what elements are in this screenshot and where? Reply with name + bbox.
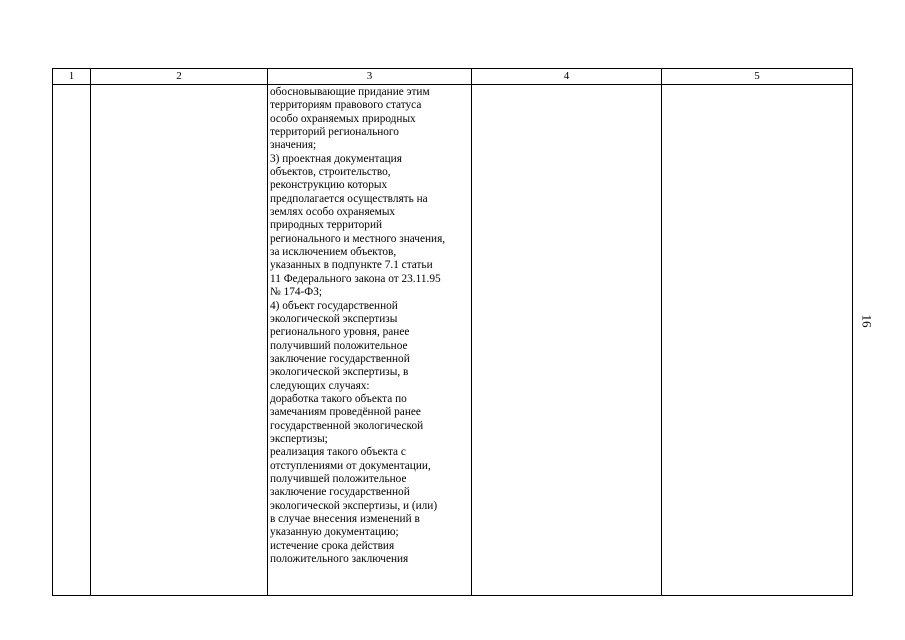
text-line: 11 Федерального закона от 23.11.95 [270,272,441,285]
text-line: № 174-ФЗ; [270,286,323,299]
text-line: в случае внесения изменений в [270,513,420,525]
text-line: доработка такого объекта по [270,392,407,405]
text-line: регионального и местного значения, [270,232,446,245]
text-line: значения; [270,139,317,152]
text-line: истечение срока действия [270,539,395,552]
text-line: следующих случаях: [270,379,370,392]
cell-column-2 [91,85,268,596]
cell-column-4 [472,85,662,596]
text-line: экологической экспертизы, и (или) [270,499,438,512]
text-line: 4) объект государственной [270,299,398,312]
text-line: предполагается осуществлять на [270,192,428,205]
text-line: объектов, строительство, [270,166,391,179]
text-line: получившей положительное [270,472,407,485]
text-line: природных территорий [270,219,383,232]
column-header-4: 4 [472,69,662,85]
column-3-text [270,86,470,595]
text-line: указанных в подпункте 7.1 статьи [270,259,433,272]
text-line: территориям правового статуса [270,99,422,112]
cell-column-3 [268,85,472,596]
text-line: обосновывающие придание этим [270,86,430,98]
column-header-5: 5 [662,69,853,85]
text-line: замечаниям проведённой ранее [270,406,421,419]
column-header-1: 1 [53,69,91,85]
cell-column-1 [53,85,91,596]
text-line: территорий регионального [270,126,399,139]
text-line: 3) проектная документация [270,152,402,165]
document-table [52,68,853,596]
text-line: регионального уровня, ранее [270,326,410,339]
text-line: указанную документацию; [270,526,399,539]
cell-column-5 [662,85,853,596]
column-header-2: 2 [91,69,268,85]
text-line: реконструкцию которых [270,179,388,192]
text-line: получивший положительное [270,339,408,352]
text-line: особо охраняемых природных [270,112,416,125]
text-line: за исключением объектов, [270,246,397,259]
header-row [53,69,853,85]
text-line: заключение государственной [270,486,410,499]
text-line: землях особо охраняемых [270,206,396,219]
page-number: 16 [859,314,875,328]
text-line: экологической экспертизы, в [270,366,409,379]
column-header-3: 3 [268,69,472,85]
text-line: экологической экспертизы [270,312,398,325]
text-line: заключение государственной [270,352,410,365]
text-line: положительного заключения [270,553,409,566]
text-line: реализация такого объекта с [270,446,406,459]
text-line: отступлениями от документации, [270,459,431,472]
text-line: экспертизы; [270,432,328,445]
text-line: государственной экологической [270,419,424,432]
table-row [53,85,853,596]
